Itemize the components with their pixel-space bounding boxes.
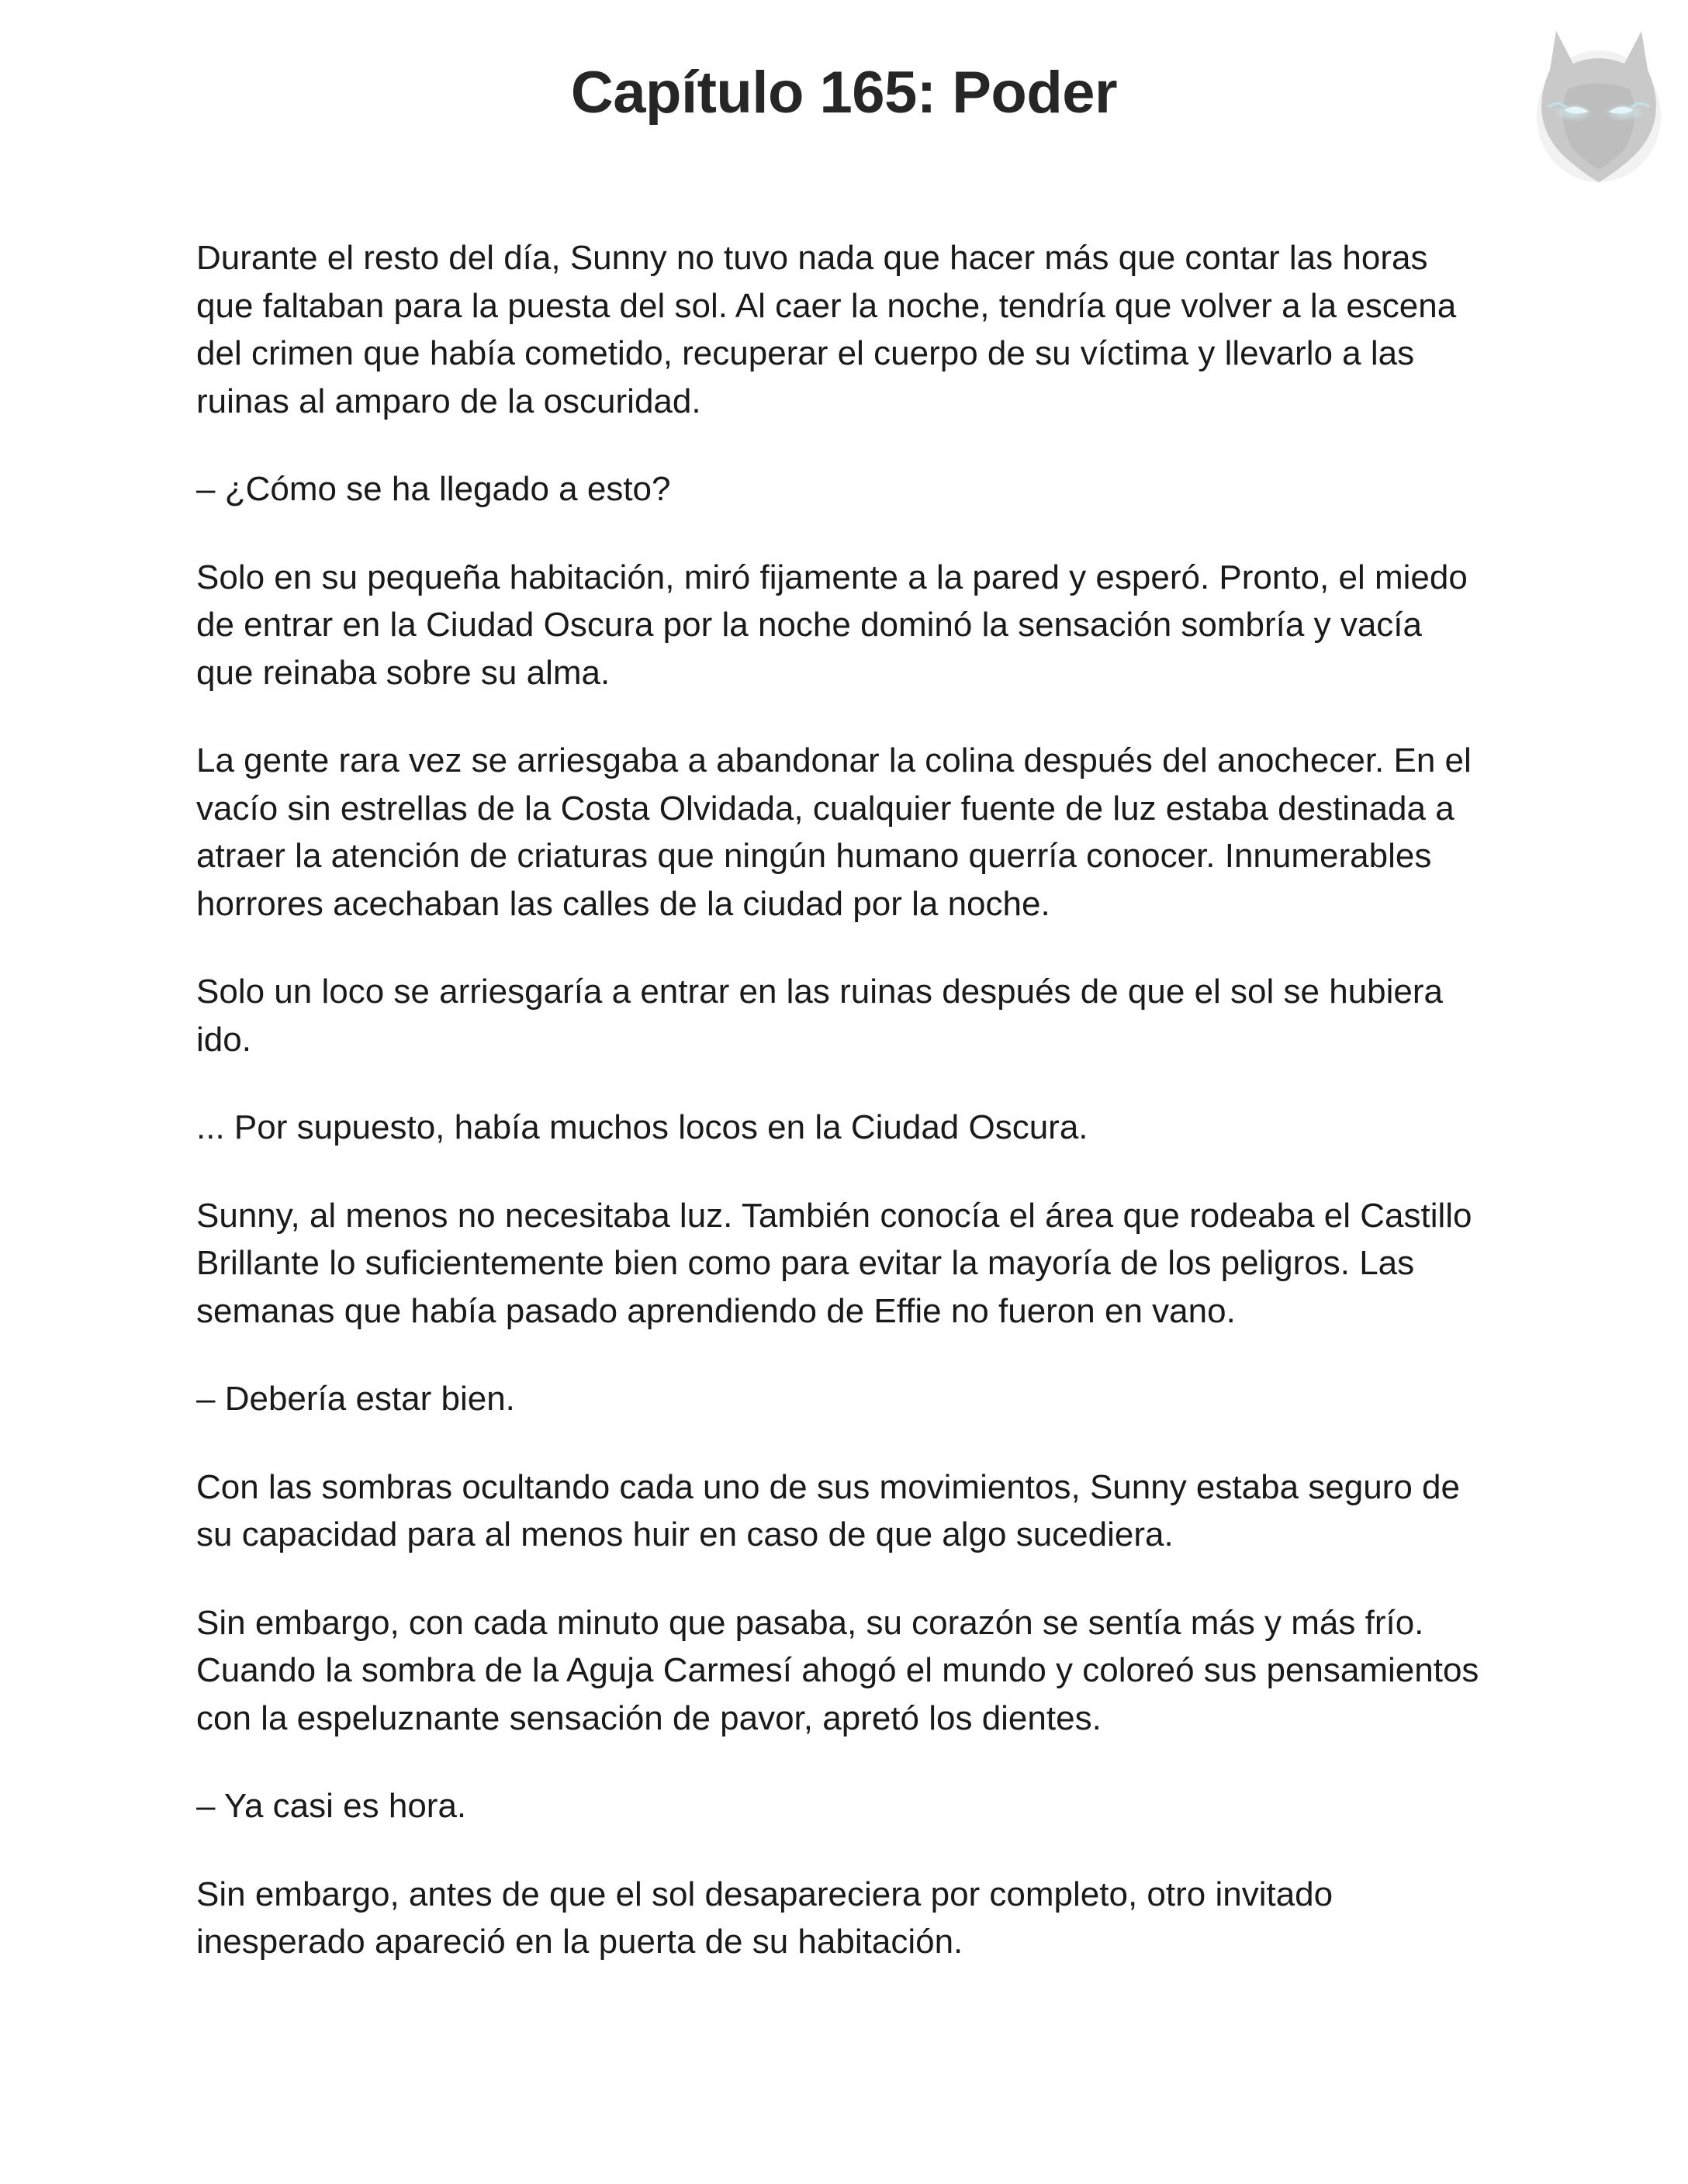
demon-head-icon bbox=[1525, 16, 1672, 194]
paragraph: – ¿Cómo se ha llegado a esto? bbox=[196, 470, 671, 508]
paragraph: Sin embargo, con cada minuto que pasaba, su corazón se sentía más y más frío. Cuando la sombra de la Aguja Carmesí ahogó el mundo y coloreó sus pensamientos con la espeluznante sensación de pavor, apretó los dientes. bbox=[196, 1603, 1479, 1737]
paragraph: – Debería estar bien. bbox=[196, 1380, 515, 1418]
chapter-title: Capítulo 165: Poder bbox=[570, 60, 1118, 126]
chapter-body bbox=[196, 234, 1484, 2006]
paragraph: Solo en su pequeña habitación, miró fijamente a la pared y esperó. Pronto, el miedo de entrar en la Ciudad Oscura por la noche dominó la sensación sombría y vacía que reinaba sobre su alma. bbox=[196, 558, 1468, 692]
paragraph: Solo un loco se arriesgaría a entrar en las ruinas después de que el sol se hubiera ido. bbox=[196, 973, 1443, 1059]
paragraph: – Ya casi es hora. bbox=[196, 1787, 467, 1825]
paragraph: Sin embargo, antes de que el sol desapareciera por completo, otro invitado inesperado apareció en la puerta de su habitación. bbox=[196, 1875, 1333, 1961]
paragraph: ... Por supuesto, había muchos locos en la Ciudad Oscura. bbox=[196, 1108, 1088, 1146]
paragraph: La gente rara vez se arriesgaba a abandonar la colina después del anochecer. En el vacío sin estrellas de la Costa Olvidada, cualquier fuente de luz estaba destinada a atraer la atención de criaturas que ningún humano querría conocer. Innumerables horrores acechaban las calles de la ciudad por la noche. bbox=[196, 741, 1472, 923]
paragraph: Sunny, al menos no necesitaba luz. También conocía el área que rodeaba el Castillo Brillante lo suficientemente bien como para evitar la mayoría de los peligros. Las semanas que había pasado aprendiendo de Effie no fueron en vano. bbox=[196, 1196, 1472, 1330]
paragraph: Con las sombras ocultando cada uno de sus movimientos, Sunny estaba seguro de su capacidad para al menos huir en caso de que algo sucediera. bbox=[196, 1467, 1460, 1553]
paragraph: Durante el resto del día, Sunny no tuvo nada que hacer más que contar las horas que faltaban para la puesta del sol. Al caer la noche, tendría que volver a la escena del crimen que había cometido, recuperar el cuerpo de su víctima y llevarlo a las ruinas al amparo de la oscuridad. bbox=[196, 239, 1457, 420]
